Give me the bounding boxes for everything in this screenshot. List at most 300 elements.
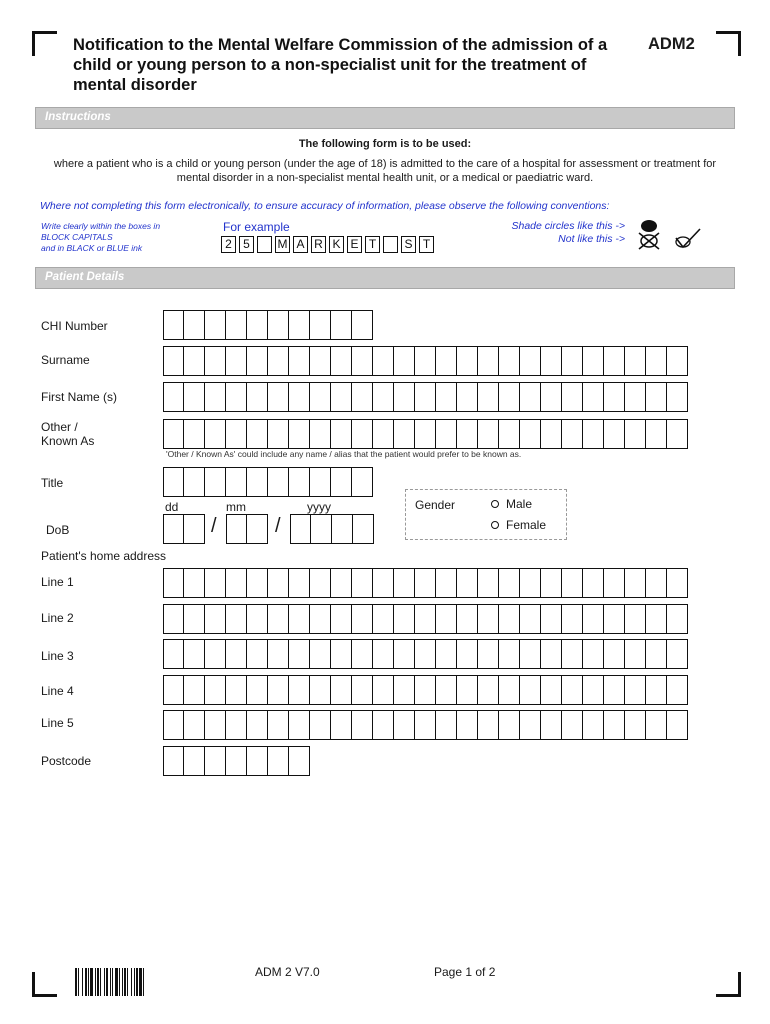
character-box[interactable] [625,710,646,740]
character-box[interactable] [163,604,184,634]
shading-examples [634,218,706,252]
character-box[interactable] [205,746,226,776]
other-known-as-input[interactable] [163,419,688,449]
character-box[interactable] [331,419,352,449]
character-box[interactable] [499,382,520,412]
address-line-5-input[interactable] [163,710,688,740]
barcode-bar [95,968,96,996]
character-box[interactable] [331,568,352,598]
character-box[interactable] [268,310,289,340]
character-box[interactable] [394,568,415,598]
postcode-input[interactable] [163,746,310,776]
character-box[interactable] [604,675,625,705]
character-box[interactable] [478,382,499,412]
character-box[interactable] [352,467,373,497]
character-box[interactable] [625,568,646,598]
character-box[interactable] [436,568,457,598]
character-box[interactable] [478,639,499,669]
dob-separator-1: / [211,515,217,537]
character-box[interactable] [331,467,352,497]
character-box[interactable] [205,675,226,705]
example-box: T [365,236,380,253]
character-box[interactable] [184,746,205,776]
character-box[interactable] [184,514,205,544]
shade-instructions [511,220,625,246]
character-box[interactable] [184,419,205,449]
character-box[interactable] [163,639,184,669]
character-box[interactable] [226,346,247,376]
character-box[interactable] [310,310,331,340]
character-box[interactable] [289,675,310,705]
character-box[interactable] [541,568,562,598]
character-box[interactable] [311,514,332,544]
character-box[interactable] [352,310,373,340]
character-box[interactable] [394,604,415,634]
address-line-4-input[interactable] [163,675,688,705]
character-box[interactable] [436,346,457,376]
character-box[interactable] [205,382,226,412]
character-box[interactable] [289,382,310,412]
character-box[interactable] [163,710,184,740]
character-box[interactable] [268,346,289,376]
character-box[interactable] [499,675,520,705]
other-label-line-1: Other / [41,420,78,434]
character-box[interactable] [163,346,184,376]
character-box[interactable] [184,710,205,740]
character-box[interactable] [289,467,310,497]
example-box: A [293,236,308,253]
character-box[interactable] [541,382,562,412]
character-box[interactable] [457,710,478,740]
character-box[interactable] [541,419,562,449]
character-box[interactable] [310,675,331,705]
character-box[interactable] [394,675,415,705]
character-box[interactable] [646,346,667,376]
character-box[interactable] [331,382,352,412]
character-box[interactable] [226,310,247,340]
filled-circle-icon [641,220,657,232]
character-box[interactable] [646,419,667,449]
character-box[interactable] [478,419,499,449]
character-box[interactable] [520,639,541,669]
character-box[interactable] [289,604,310,634]
character-box[interactable] [457,675,478,705]
character-box[interactable] [520,675,541,705]
character-box[interactable] [646,604,667,634]
character-box[interactable] [562,568,583,598]
character-box[interactable] [205,419,226,449]
character-box[interactable] [163,746,184,776]
character-box[interactable] [247,639,268,669]
address-line-4-label: Line 4 [41,684,74,698]
character-box[interactable] [268,675,289,705]
character-box[interactable] [373,568,394,598]
chi-number-input[interactable] [163,310,373,340]
character-box[interactable] [667,419,688,449]
character-box[interactable] [604,382,625,412]
character-box[interactable] [436,710,457,740]
character-box[interactable] [499,604,520,634]
character-box[interactable] [415,604,436,634]
character-box[interactable] [373,604,394,634]
character-box[interactable] [373,675,394,705]
character-box[interactable] [247,467,268,497]
character-box[interactable] [541,604,562,634]
character-box[interactable] [646,710,667,740]
character-box[interactable] [667,710,688,740]
character-box[interactable] [541,675,562,705]
character-box[interactable] [289,568,310,598]
character-box[interactable] [625,419,646,449]
barcode-bar [143,968,144,996]
character-box[interactable] [583,419,604,449]
barcode-bar [124,968,126,996]
character-box[interactable] [247,382,268,412]
character-box[interactable] [163,467,184,497]
character-box[interactable] [268,467,289,497]
character-box[interactable] [268,419,289,449]
not-like-text: Not like this -> [558,233,625,245]
character-box[interactable] [457,346,478,376]
character-box[interactable] [184,310,205,340]
character-box[interactable] [457,568,478,598]
character-box[interactable] [226,639,247,669]
character-box[interactable] [457,382,478,412]
character-box[interactable] [541,710,562,740]
character-box[interactable] [541,639,562,669]
character-box[interactable] [394,346,415,376]
character-box[interactable] [205,568,226,598]
form-title: Notification to the Mental Welfare Commission of the admission of a child or young person to a non-specialist unit for the treatment of mental disorder [73,36,608,94]
character-box[interactable] [457,639,478,669]
character-box[interactable] [562,419,583,449]
character-box[interactable] [415,346,436,376]
crossed-circle-icon [639,233,659,249]
character-box[interactable] [290,514,311,544]
character-box[interactable] [268,382,289,412]
character-box[interactable] [646,675,667,705]
character-box[interactable] [667,604,688,634]
character-box[interactable] [436,604,457,634]
character-box[interactable] [226,746,247,776]
character-box[interactable] [352,639,373,669]
character-box[interactable] [205,346,226,376]
character-box[interactable] [332,514,353,544]
character-box[interactable] [310,419,331,449]
dob-yyyy-label: yyyy [307,500,331,514]
character-box[interactable] [247,710,268,740]
character-box[interactable] [436,675,457,705]
character-box[interactable] [436,382,457,412]
character-box[interactable] [352,710,373,740]
character-box[interactable] [415,675,436,705]
character-box[interactable] [520,710,541,740]
dob-dd-label: dd [165,500,179,514]
patient-details-section-label: Patient Details [45,271,125,283]
barcode-bar [104,968,105,996]
character-box[interactable] [226,604,247,634]
character-box[interactable] [478,710,499,740]
character-box[interactable] [163,675,184,705]
example-box: T [419,236,434,253]
character-box[interactable] [646,568,667,598]
character-box[interactable] [394,710,415,740]
character-box[interactable] [163,514,184,544]
character-box[interactable] [247,514,268,544]
write-clearly-note [41,221,160,254]
character-box[interactable] [562,710,583,740]
barcode-bar [100,968,101,996]
dob-mm-label: mm [226,500,246,514]
character-box[interactable] [184,604,205,634]
character-box[interactable] [667,639,688,669]
character-box[interactable] [562,604,583,634]
character-box[interactable] [331,310,352,340]
character-box[interactable] [163,382,184,412]
character-box[interactable] [583,604,604,634]
form-code: ADM2 [648,35,695,53]
character-box[interactable] [478,604,499,634]
character-box[interactable] [394,419,415,449]
barcode-bar [139,968,142,996]
character-box[interactable] [415,382,436,412]
character-box[interactable] [247,346,268,376]
character-box[interactable] [604,568,625,598]
character-box[interactable] [184,382,205,412]
character-box[interactable] [268,568,289,598]
character-box[interactable] [583,346,604,376]
instructions-heading: The following form is to be used: [298,138,472,150]
title-input[interactable] [163,467,373,497]
character-box[interactable] [478,346,499,376]
character-box[interactable] [163,419,184,449]
character-box[interactable] [289,710,310,740]
character-box[interactable] [205,639,226,669]
patient-details-section-bar [35,267,735,289]
character-box[interactable] [394,639,415,669]
address-line-3-input[interactable] [163,639,688,669]
character-box[interactable] [247,419,268,449]
character-box[interactable] [625,382,646,412]
character-box[interactable] [205,604,226,634]
character-box[interactable] [415,568,436,598]
female-radio[interactable] [491,521,499,529]
character-box[interactable] [205,710,226,740]
character-box[interactable] [667,675,688,705]
character-box[interactable] [394,382,415,412]
other-label-line-2: Known As [41,434,95,448]
character-box[interactable] [289,639,310,669]
character-box[interactable] [226,710,247,740]
corner-mark-top-right [716,31,741,56]
character-box[interactable] [310,710,331,740]
character-box[interactable] [352,419,373,449]
corner-mark-bottom-right [716,972,741,997]
character-box[interactable] [163,310,184,340]
character-box[interactable] [604,710,625,740]
character-box[interactable] [226,675,247,705]
character-box[interactable] [310,568,331,598]
character-box[interactable] [352,568,373,598]
character-box[interactable] [646,639,667,669]
character-box[interactable] [331,675,352,705]
character-box[interactable] [646,382,667,412]
character-box[interactable] [226,382,247,412]
character-box[interactable] [373,710,394,740]
character-box[interactable] [625,639,646,669]
character-box[interactable] [520,604,541,634]
character-box[interactable] [184,346,205,376]
character-box[interactable] [226,514,247,544]
character-box[interactable] [373,639,394,669]
character-box[interactable] [604,346,625,376]
character-box[interactable] [331,604,352,634]
barcode-bar [88,968,89,996]
postcode-label: Postcode [41,754,92,768]
character-box[interactable] [289,419,310,449]
example-label: For example [223,220,290,234]
character-box[interactable] [499,710,520,740]
first-name-label: First Name (s) [41,390,117,404]
character-box[interactable] [310,639,331,669]
character-box[interactable] [268,639,289,669]
character-box[interactable] [415,639,436,669]
corner-mark-bottom-left [32,972,57,997]
character-box[interactable] [604,639,625,669]
character-box[interactable] [331,710,352,740]
address-line-1-input[interactable] [163,568,688,598]
character-box[interactable] [562,382,583,412]
barcode [75,968,193,996]
character-box[interactable] [625,675,646,705]
ticked-circle-icon [676,229,700,247]
character-box[interactable] [268,746,289,776]
character-box[interactable] [499,346,520,376]
character-box[interactable] [205,467,226,497]
gender-label: Gender [415,498,456,512]
character-box[interactable] [667,568,688,598]
character-box[interactable] [583,639,604,669]
character-box[interactable] [352,382,373,412]
example-box: S [401,236,416,253]
character-box[interactable] [478,568,499,598]
character-box[interactable] [562,639,583,669]
character-box[interactable] [520,346,541,376]
male-radio[interactable] [491,500,499,508]
character-box[interactable] [457,604,478,634]
character-box[interactable] [226,467,247,497]
character-box[interactable] [268,710,289,740]
character-box[interactable] [373,419,394,449]
character-box[interactable] [268,604,289,634]
character-box[interactable] [247,310,268,340]
barcode-bar [112,968,113,996]
character-box[interactable] [667,346,688,376]
character-box[interactable] [562,675,583,705]
character-box[interactable] [289,310,310,340]
character-box[interactable] [499,568,520,598]
character-box[interactable] [520,382,541,412]
character-box[interactable] [520,419,541,449]
write-clearly-line-3: and in BLACK or BLUE ink [41,243,143,253]
character-box[interactable] [331,639,352,669]
title-label: Title [41,476,64,490]
character-box[interactable] [289,346,310,376]
character-box[interactable] [520,568,541,598]
character-box[interactable] [583,568,604,598]
character-box[interactable] [184,639,205,669]
surname-input[interactable] [163,346,688,376]
character-box[interactable] [604,419,625,449]
barcode-bar [85,968,87,996]
character-box[interactable] [436,639,457,669]
character-box[interactable] [604,604,625,634]
character-box[interactable] [373,346,394,376]
instructions-paragraph: where a patient who is a child or young person (under the age of 18) is admitted to the care of a hospital for assessment or treatment for mental disorder in a non-specialist mental health unit, or a medical or paediatric ward. [53,158,717,184]
dob-month-input[interactable] [226,514,268,544]
character-box[interactable] [352,604,373,634]
character-box[interactable] [352,675,373,705]
character-box[interactable] [457,419,478,449]
character-box[interactable] [310,382,331,412]
first-name-input[interactable] [163,382,688,412]
character-box[interactable] [436,419,457,449]
character-box[interactable] [499,639,520,669]
character-box[interactable] [247,568,268,598]
character-box[interactable] [352,346,373,376]
character-box[interactable] [562,346,583,376]
character-box[interactable] [289,746,310,776]
character-box[interactable] [583,675,604,705]
character-box[interactable] [310,604,331,634]
character-box[interactable] [247,746,268,776]
character-box[interactable] [353,514,374,544]
dob-label: DoB [46,523,70,537]
conventions-note: Where not completing this form electronically, to ensure accuracy of information, please observe the following conventions: [40,200,610,212]
character-box[interactable] [583,382,604,412]
character-box[interactable] [310,346,331,376]
character-box[interactable] [247,675,268,705]
character-box[interactable] [541,346,562,376]
address-line-2-input[interactable] [163,604,688,634]
character-box[interactable] [583,710,604,740]
character-box[interactable] [331,346,352,376]
character-box[interactable] [184,675,205,705]
character-box[interactable] [310,467,331,497]
character-box[interactable] [373,382,394,412]
character-box[interactable] [499,419,520,449]
character-box[interactable] [415,710,436,740]
character-box[interactable] [205,310,226,340]
character-box[interactable] [226,568,247,598]
character-box[interactable] [625,604,646,634]
example-box: R [311,236,326,253]
character-box[interactable] [247,604,268,634]
character-box[interactable] [625,346,646,376]
character-box[interactable] [667,382,688,412]
example-box: M [275,236,290,253]
dob-year-input[interactable] [290,514,374,544]
write-clearly-line-2: BLOCK CAPITALS [41,232,113,242]
character-box[interactable] [226,419,247,449]
example-box: E [347,236,362,253]
character-box[interactable] [415,419,436,449]
character-box[interactable] [184,568,205,598]
character-box[interactable] [184,467,205,497]
character-box[interactable] [163,568,184,598]
character-box[interactable] [478,675,499,705]
dob-day-input[interactable] [163,514,205,544]
